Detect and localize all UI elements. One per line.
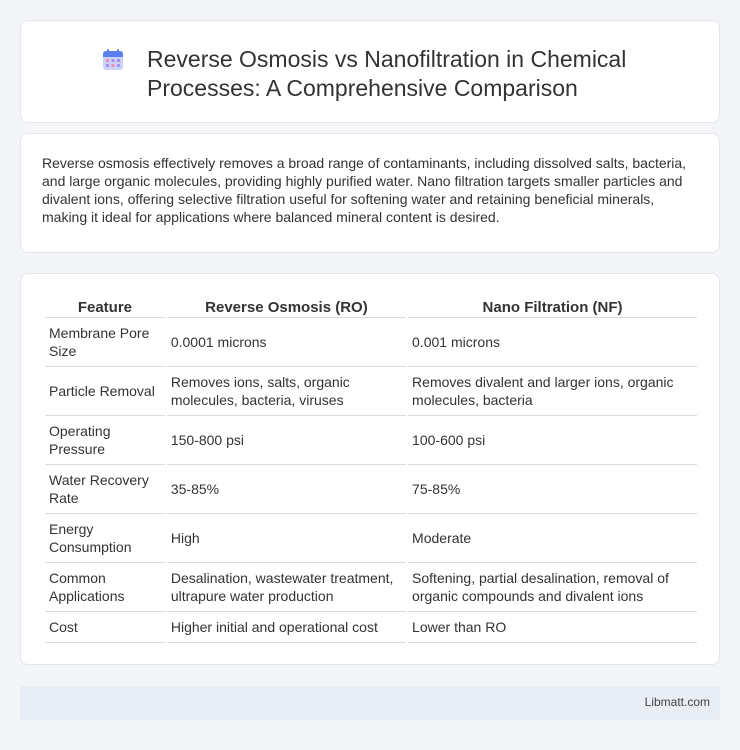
feature-cell: Water Recovery Rate	[45, 465, 165, 514]
table-row	[45, 612, 697, 643]
table-row	[45, 416, 697, 465]
header-nf: Nano Filtration (NF)	[408, 296, 697, 318]
header-ro: Reverse Osmosis (RO)	[167, 296, 406, 318]
feature-cell: Energy Consumption	[45, 514, 165, 563]
calendar-icon	[101, 48, 125, 72]
intro-paragraph: Reverse osmosis effectively removes a broad range of contaminants, including dissolved salts, bacteria, and large organic molecules, providing highly purified water. Nano filtration targets smaller particles and divalent ions, offering selective filtration useful for softening water and retaining beneficial minerals, making it ideal for applications where balanced mineral content is desired.	[42, 155, 687, 225]
table-row	[45, 514, 697, 563]
feature-cell: Cost	[45, 612, 165, 643]
ro-cell: High	[167, 514, 406, 563]
nf-cell: Removes divalent and larger ions, organic molecules, bacteria	[408, 367, 697, 416]
ro-cell: 0.0001 microns	[167, 318, 406, 367]
table-row	[45, 465, 697, 514]
feature-cell: Particle Removal	[45, 367, 165, 416]
nf-cell: Softening, partial desalination, removal of organic compounds and divalent ions	[408, 563, 697, 612]
ro-cell: 35-85%	[167, 465, 406, 514]
ro-cell: Higher initial and operational cost	[167, 612, 406, 643]
table-row	[45, 563, 697, 612]
table-header-row	[45, 296, 697, 318]
feature-cell: Common Applications	[45, 563, 165, 612]
table-row	[45, 367, 697, 416]
nf-cell: Lower than RO	[408, 612, 697, 643]
ro-cell: 150-800 psi	[167, 416, 406, 465]
comparison-card	[20, 273, 720, 665]
header-card	[20, 20, 720, 123]
feature-cell: Operating Pressure	[45, 416, 165, 465]
ro-cell: Desalination, wastewater treatment, ultrapure water production	[167, 563, 406, 612]
table-row	[45, 318, 697, 367]
page-title: Reverse Osmosis vs Nanofiltration in Chemical Processes: A Comprehensive Comparison	[147, 46, 627, 101]
intro-card	[20, 133, 720, 253]
header-feature: Feature	[45, 296, 165, 318]
feature-cell: Membrane Pore Size	[45, 318, 165, 367]
nf-cell: 75-85%	[408, 465, 697, 514]
footer-site-link[interactable]: Libmatt.com	[644, 695, 710, 709]
comparison-table	[43, 296, 699, 643]
nf-cell: 100-600 psi	[408, 416, 697, 465]
nf-cell: 0.001 microns	[408, 318, 697, 367]
nf-cell: Moderate	[408, 514, 697, 563]
footer-bar	[20, 686, 720, 720]
ro-cell: Removes ions, salts, organic molecules, bacteria, viruses	[167, 367, 406, 416]
